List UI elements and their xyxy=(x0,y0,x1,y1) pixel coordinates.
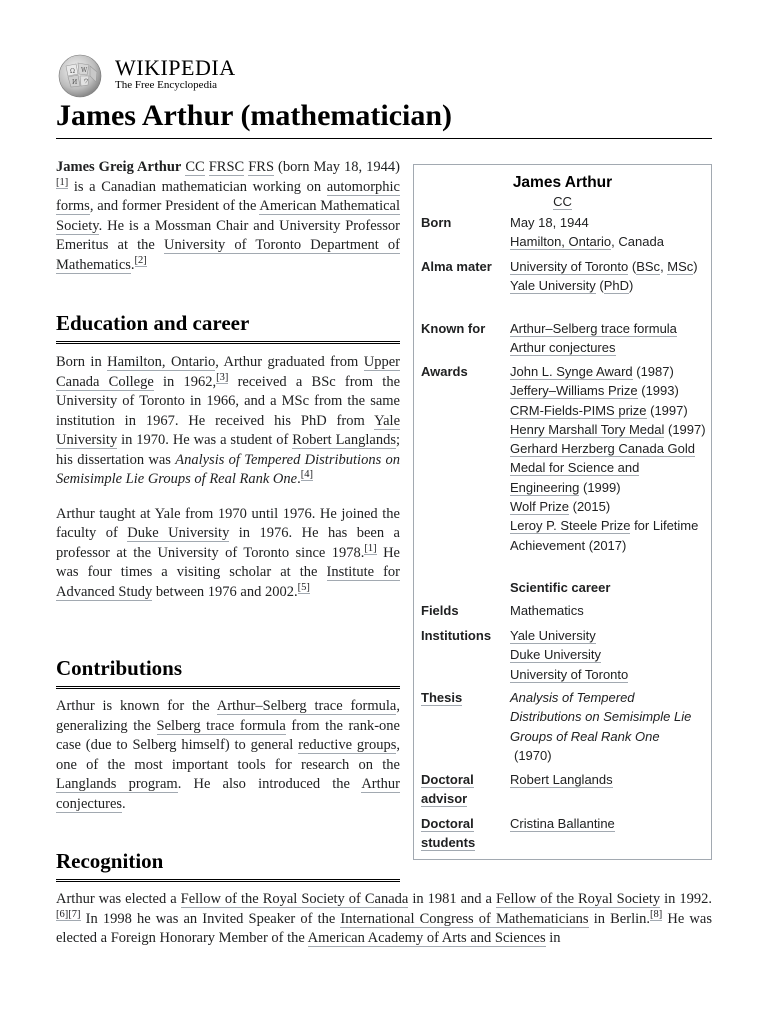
link-uoft[interactable]: University of Toronto xyxy=(510,259,629,274)
link-award[interactable]: Gerhard Herzberg Canada Gold Medal for Science and Engineering xyxy=(510,441,695,495)
intro-text: (born May 18, 1944) xyxy=(274,159,401,175)
link-ams[interactable]: American Mathematical Society xyxy=(56,198,400,234)
link-cc[interactable]: CC xyxy=(553,194,572,209)
ref-link[interactable]: [8] xyxy=(650,908,663,920)
logo-wordmark[interactable]: WIKIPEDIA xyxy=(115,55,236,80)
wikipedia-globe-icon[interactable] xyxy=(56,54,104,98)
thesis-title: Analysis of Tempered Distributions on Semisimple Lie Groups of Real Rank One xyxy=(510,690,692,744)
infobox-label xyxy=(421,814,505,853)
link-automorphic-forms[interactable]: automorphic forms xyxy=(56,178,400,214)
svg-text:И: И xyxy=(72,79,78,86)
page-title: James Arthur (mathematician) xyxy=(56,96,712,139)
award-year: (1993) xyxy=(637,383,679,399)
link-arthur-conjectures[interactable]: Arthur conjectures xyxy=(510,340,616,356)
link-yale[interactable]: Yale University xyxy=(510,628,596,643)
svg-text:ウ: ウ xyxy=(83,78,90,85)
intro-text: . xyxy=(130,256,135,273)
link-thesis[interactable]: Thesis xyxy=(421,690,463,705)
heading-education: Education and career xyxy=(56,310,400,344)
link-hamilton[interactable]: Hamilton, Ontario xyxy=(107,354,216,370)
body-text: Arthur was elected a xyxy=(56,891,181,907)
infobox-label: Known for xyxy=(421,321,486,336)
ref-link[interactable]: [7] xyxy=(68,908,81,920)
link-icm[interactable]: International Congress of Mathematicians xyxy=(340,910,589,927)
body-text: in 1962, xyxy=(153,373,217,390)
link-frsc[interactable]: FRSC xyxy=(208,159,245,175)
infobox-label: Born xyxy=(421,215,452,230)
body-text: . xyxy=(297,471,301,487)
punct: ) xyxy=(693,259,698,274)
infobox-value xyxy=(510,770,708,789)
body-text: in 1976. He has been a professor at the University of Toronto since 1978. xyxy=(56,525,400,561)
body-text: in xyxy=(545,930,561,946)
link-award[interactable]: CRM-Fields-PIMS prize xyxy=(510,402,647,418)
heading-contributions: Contributions xyxy=(56,655,400,689)
body-text: He was elected a Foreign Honorary Member of the xyxy=(56,910,712,946)
infobox-label: Alma mater xyxy=(421,259,492,274)
intro-text: , and former President of the xyxy=(89,198,260,214)
contributions-paragraph xyxy=(56,697,400,814)
infobox-label: Fields xyxy=(421,603,459,618)
infobox-title: James Arthur xyxy=(512,174,613,191)
body-text: Arthur taught at Yale from 1970 until 1976. He joined the faculty of xyxy=(56,505,400,541)
infobox-value xyxy=(510,626,708,684)
intro-text: is a Canadian mathematician working on xyxy=(68,178,327,195)
infobox-value xyxy=(510,814,708,833)
link-arthur-conjectures[interactable]: Arthur conjectures xyxy=(56,776,400,812)
punct: , xyxy=(660,259,668,274)
link-trace-formula[interactable]: Arthur–Selberg trace formula xyxy=(216,698,397,714)
award-year: (1997) xyxy=(664,421,706,437)
link-duke[interactable]: Duke University xyxy=(127,525,230,541)
recognition-paragraph xyxy=(56,890,712,949)
infobox-label: Institutions xyxy=(421,628,492,643)
infobox-value xyxy=(510,688,708,765)
link-phd[interactable]: PhD xyxy=(603,278,629,294)
link-doctoral-students[interactable]: Doctoral students xyxy=(421,816,476,851)
link-ucc[interactable]: Upper Canada College xyxy=(56,354,400,390)
dissertation-title: Analysis of Tempered Distributions on Semisimple Lie Groups of Real Rank One xyxy=(56,451,401,487)
infobox-value: Mathematics xyxy=(510,603,584,618)
link-doctoral-advisor[interactable]: Doctoral advisor xyxy=(421,772,474,807)
infobox-value xyxy=(510,257,708,296)
intro-text: . He is a Mossman Chair and University Professor Emeritus at the xyxy=(56,217,400,253)
infobox-postnominal xyxy=(414,193,711,210)
education-paragraph-1 xyxy=(56,353,400,490)
link-award[interactable]: Jeffery–Williams Prize xyxy=(510,383,638,399)
award-year: (1997) xyxy=(646,402,688,418)
body-text: ; his dissertation was xyxy=(56,432,400,468)
link-cc[interactable]: CC xyxy=(185,159,205,175)
body-text: in 1970. He was a student of xyxy=(117,432,293,448)
punct: ( xyxy=(628,259,637,274)
link-frsc-full[interactable]: Fellow of the Royal Society of Canada xyxy=(180,891,409,907)
award-year: (1987) xyxy=(632,364,674,379)
ref-link[interactable]: [1] xyxy=(56,176,69,188)
link-award[interactable]: Henry Marshall Tory Medal xyxy=(510,421,665,437)
body-text: , one of the most important tools for research on the xyxy=(56,737,400,773)
body-text: between 1976 and 2002. xyxy=(152,583,298,600)
infobox xyxy=(413,164,712,860)
ref-link[interactable]: [4] xyxy=(300,469,313,481)
infobox-section-header: Scientific career xyxy=(510,580,611,595)
link-bsc[interactable]: BSc xyxy=(636,259,661,274)
link-langlands[interactable]: Robert Langlands xyxy=(510,772,613,787)
body-text: Born in xyxy=(56,354,108,370)
link-frs-full[interactable]: Fellow of the Royal Society xyxy=(495,891,661,907)
award-year: (2015) xyxy=(569,499,611,515)
link-aaas[interactable]: American Academy of Arts and Sciences xyxy=(307,930,546,946)
body-text: received a BSc from the University of Toronto in 1966, and a MSc from the same institution in 1967. He received his PhD from xyxy=(56,373,401,429)
infobox-value xyxy=(510,362,708,555)
heading-recognition: Recognition xyxy=(56,848,400,882)
link-trace-formula[interactable]: Arthur–Selberg trace formula xyxy=(510,321,677,336)
contributions-section xyxy=(56,697,400,814)
recognition-section xyxy=(56,890,712,949)
link-award[interactable]: Wolf Prize xyxy=(510,499,569,515)
link-ballantine[interactable]: Cristina Ballantine xyxy=(510,816,615,831)
education-paragraph-2 xyxy=(56,505,400,603)
infobox-value xyxy=(510,319,708,358)
body-text: in 1992. xyxy=(660,891,713,907)
link-award[interactable]: Leroy P. Steele Prize xyxy=(510,518,631,534)
ref-link[interactable]: [1] xyxy=(364,542,377,554)
link-langlands[interactable]: Robert Langlands xyxy=(292,432,396,448)
infobox-value xyxy=(510,213,708,252)
body-text: , Arthur graduated from xyxy=(215,354,364,370)
body-text: . He also introduced the xyxy=(177,776,362,792)
link-reductive-groups[interactable]: reductive groups xyxy=(298,737,397,753)
born-country: , Canada xyxy=(611,234,664,250)
link-yale[interactable]: Yale University xyxy=(56,412,400,448)
born-date: May 18, 1944 xyxy=(510,215,589,230)
body-text: in 1981 and a xyxy=(408,891,496,907)
punct: ) xyxy=(628,278,634,294)
link-yale[interactable]: Yale University xyxy=(510,278,596,294)
infobox-label: Awards xyxy=(421,364,468,379)
link-duke[interactable]: Duke University xyxy=(510,647,602,663)
ref-link[interactable]: [2] xyxy=(134,254,147,266)
infobox-label xyxy=(421,688,505,707)
link-ias[interactable]: Institute for Advanced Study xyxy=(56,564,400,600)
link-uoft-math[interactable]: University of Toronto Department of Mathematics xyxy=(56,237,400,273)
body-text: Arthur is known for the xyxy=(56,698,217,714)
body-text: , generalizing the xyxy=(56,698,400,734)
infobox-label xyxy=(421,770,505,809)
body-text: In 1998 he was an Invited Speaker of the xyxy=(80,910,341,927)
link-award[interactable]: John L. Synge Award xyxy=(510,364,633,379)
body-text: He was four times a visiting scholar at the xyxy=(56,544,400,580)
award-year: (1999) xyxy=(579,479,621,495)
body-text: in Berlin. xyxy=(588,910,650,927)
intro-paragraph xyxy=(56,158,400,275)
link-frs[interactable]: FRS xyxy=(248,159,275,175)
punct: ( xyxy=(595,278,604,294)
intro-section xyxy=(56,158,400,275)
award-year: for Lifetime Achievement (2017) xyxy=(510,518,699,553)
thesis-year: (1970) xyxy=(514,747,552,763)
link-selberg[interactable]: Selberg trace formula xyxy=(156,717,286,734)
link-uoft[interactable]: University of Toronto xyxy=(510,666,629,682)
body-text: . xyxy=(122,795,126,812)
ref-link[interactable]: [5] xyxy=(297,581,310,593)
logo-tagline: The Free Encyclopedia xyxy=(115,79,218,91)
svg-text:Ω: Ω xyxy=(70,68,75,75)
body-text: from the rank-one case (due to Selberg himself) to general xyxy=(56,717,400,753)
ref-link[interactable]: [6] xyxy=(56,908,69,920)
link-hamilton[interactable]: Hamilton, Ontario xyxy=(510,234,612,250)
ref-link[interactable]: [3] xyxy=(216,371,229,383)
subject-name: James Greig Arthur xyxy=(56,159,182,175)
link-msc[interactable]: MSc xyxy=(667,259,694,274)
svg-text:W: W xyxy=(81,67,88,74)
link-langlands-program[interactable]: Langlands program xyxy=(56,776,178,792)
education-section xyxy=(56,353,400,602)
